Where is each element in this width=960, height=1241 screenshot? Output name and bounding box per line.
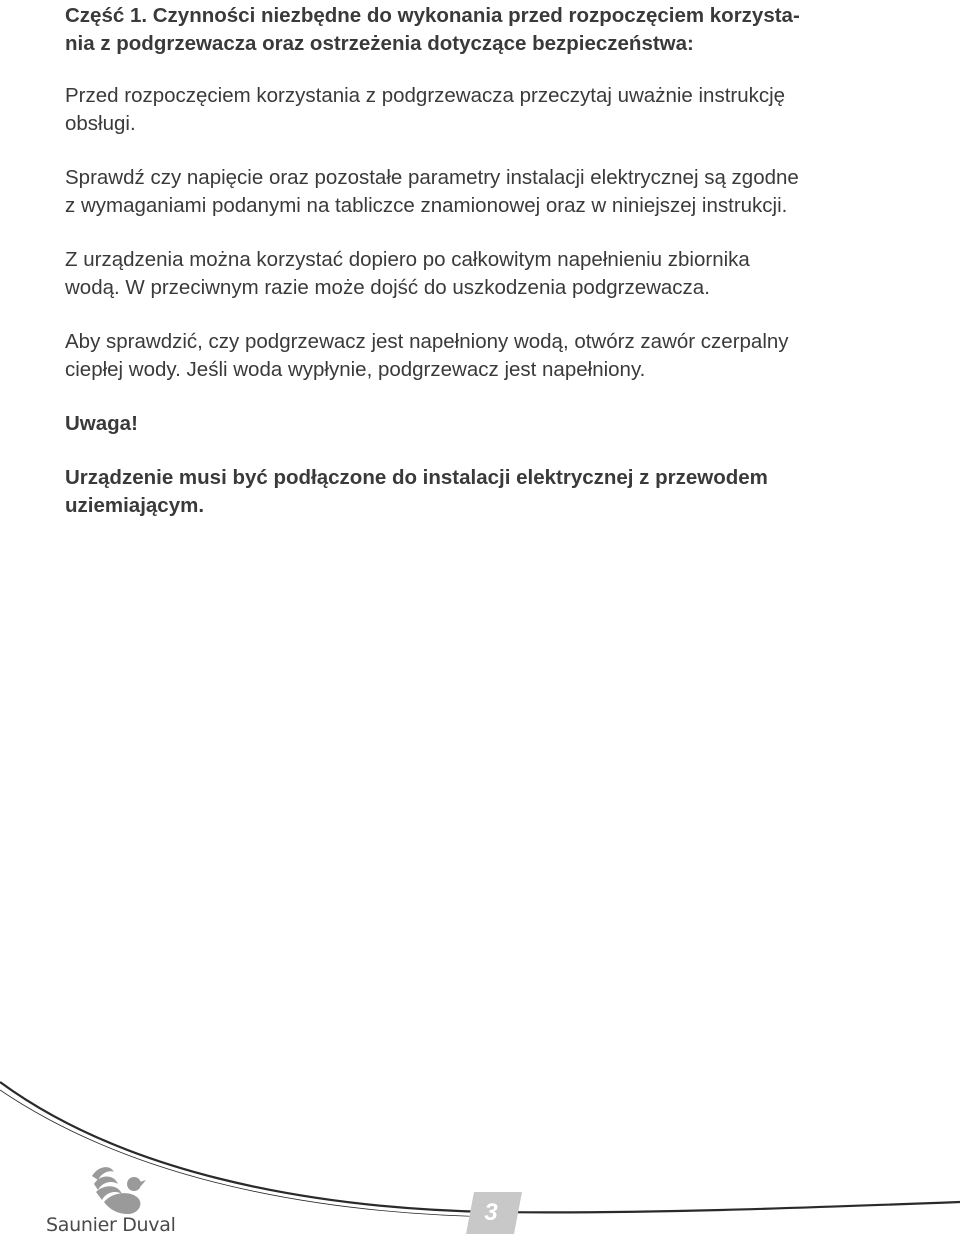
section-heading-line-2: nia z podgrzewacza oraz ostrzeżenia dotyczące bezpieczeństwa: (65, 32, 694, 55)
warning-title: Uwaga! (65, 412, 138, 435)
page-number: 3 (484, 1199, 498, 1226)
warning-text-line: uziemiającym. (65, 494, 205, 517)
paragraph-fill-tank (65, 246, 895, 302)
paragraph-check-voltage (65, 164, 895, 220)
section-heading-line-1: Część 1. Czynności niezbędne do wykonania przed rozpoczęciem korzysta- (65, 4, 800, 27)
document-body (65, 0, 895, 520)
brand-name: Saunier Duval (46, 1214, 176, 1236)
paragraph-line: Z urządzenia można korzystać dopiero po całkowitym napełnieniu zbiornika (65, 248, 750, 271)
bird-logo-icon (88, 1162, 148, 1220)
paragraph-line: Sprawdź czy napięcie oraz pozostałe parametry instalacji elektrycznej są zgodne (65, 166, 799, 189)
paragraph-line: ciepłej wody. Jeśli woda wypłynie, podgrzewacz jest napełniony. (65, 358, 646, 381)
paragraph-line: z wymaganiami podanymi na tabliczce znamionowej oraz w niniejszej instrukcji. (65, 194, 788, 217)
warning-text-line: Urządzenie musi być podłączone do instalacji elektrycznej z przewodem (65, 466, 768, 489)
warning-text (65, 464, 895, 520)
paragraph-verify-filled (65, 328, 895, 384)
paragraph-line: Przed rozpoczęciem korzystania z podgrzewacza przeczytaj uważnie instrukcję (65, 84, 786, 107)
paragraph-line: wodą. W przeciwnym razie może dojść do uszkodzenia podgrzewacza. (65, 276, 710, 299)
section-heading (65, 0, 895, 58)
paragraph-line: obsługi. (65, 112, 136, 135)
paragraph-read-manual (65, 82, 895, 138)
paragraph-line: Aby sprawdzić, czy podgrzewacz jest napełniony wodą, otwórz zawór czerpalny (65, 330, 789, 353)
